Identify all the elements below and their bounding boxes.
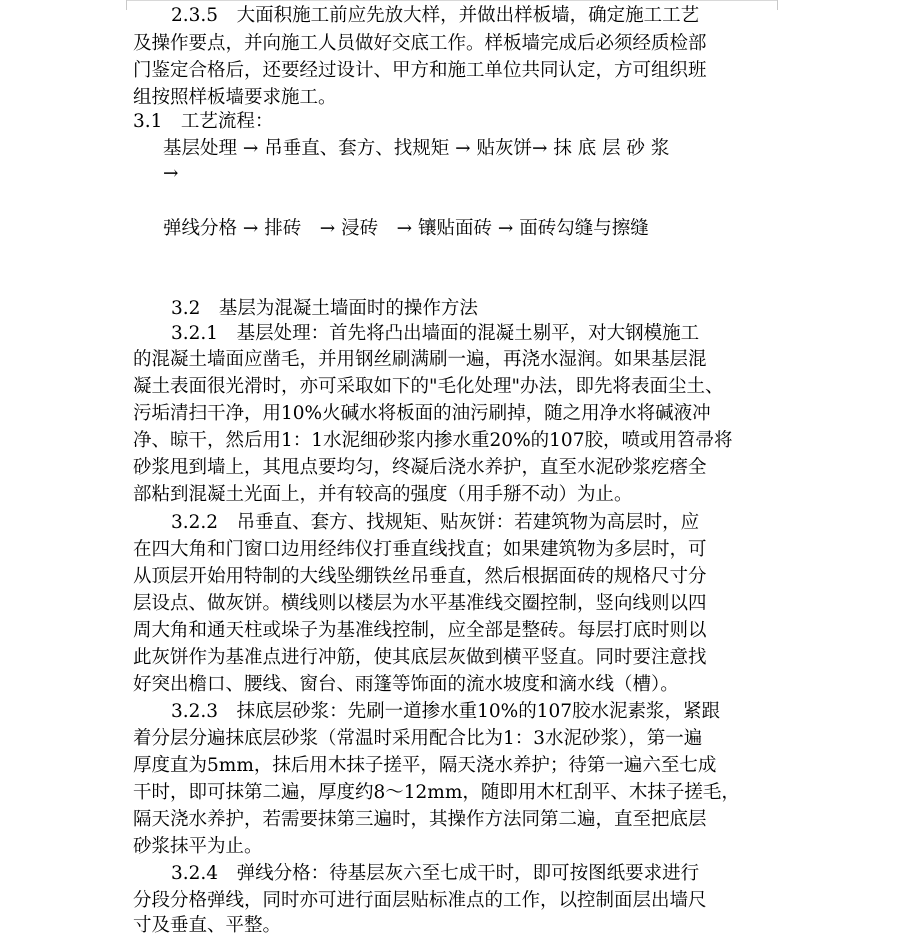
para-323-line-2: 着分层分遍抹底层砂浆（常温时采用配合比为1：3水泥砂浆），第一遍 — [133, 728, 703, 749]
heading-32: 3.2 基层为混凝土墙面时的操作方法 — [171, 298, 478, 319]
para-322-line-3: 从顶层开始用特制的大线坠绷铁丝吊垂直，然后根据面砖的规格尺寸分 — [133, 566, 707, 587]
page-top-border — [126, 0, 778, 1]
para-235-line-2: 及操作要点，并向施工人员做好交底工作。样板墙完成后必须经质检部 — [133, 33, 707, 54]
para-322-line-1: 3.2.2 吊垂直、套方、找规矩、贴灰饼：若建筑物为高层时，应 — [171, 512, 700, 533]
para-322-line-5: 周大角和通天柱或垛子为基准线控制，应全部是整砖。每层打底时则以 — [133, 620, 707, 641]
para-324-line-2: 分段分格弹线，同时亦可进行面层贴标准点的工作，以控制面层出墙尺 — [133, 890, 707, 911]
process-flow-line-2: 弹线分格 → 排砖 → 浸砖 → 镶贴面砖 → 面砖勾缝与擦缝 — [163, 218, 649, 239]
para-324-line-1: 3.2.4 弹线分格：待基层灰六至七成干时，即可按图纸要求进行 — [171, 863, 700, 884]
para-323-line-6: 砂浆抹平为止。 — [133, 836, 263, 857]
para-321-line-6: 砂浆甩到墙上，其甩点要均匀，终凝后浇水养护，直至水泥砂浆疙瘩全 — [133, 457, 707, 478]
para-322-line-2: 在四大角和门窗口边用经纬仪打垂直线找直；如果建筑物为多层时，可 — [133, 539, 707, 560]
para-322-line-7: 好突出檐口、腰线、窗台、雨篷等饰面的流水坡度和滴水线（槽）。 — [133, 674, 679, 695]
para-324-line-3: 寸及垂直、平整。 — [133, 915, 282, 936]
para-322-line-6: 此灰饼作为基准点进行冲筋，使其底层灰做到横平竖直。同时要注意找 — [133, 647, 707, 668]
process-flow-line-1: 基层处理 → 吊垂直、套方、找规矩 → 贴灰饼→ 抹 底 层 砂 浆 — [163, 138, 670, 159]
para-321-line-7: 部粘到混凝土光面上，并有较高的强度（用手掰不动）为止。 — [133, 484, 633, 505]
page-left-corner-mark — [126, 0, 127, 10]
para-323-line-5: 隔天浇水养护，若需要抹第三遍时，其操作方法同第二遍，直至把底层 — [133, 809, 707, 830]
para-321-line-2: 的混凝土墙面应凿毛，并用钢丝刷满刷一遍，再浇水湿润。如果基层混 — [133, 349, 707, 370]
process-flow-line-1-wrap: → — [163, 163, 179, 184]
para-323-line-1: 3.2.3 抹底层砂浆：先刷一道掺水重10%的107胶水泥素浆，紧跟 — [171, 701, 721, 722]
para-321-line-4: 污垢清扫干净，用10%火碱水将板面的油污刷掉，随之用净水将碱液冲 — [133, 403, 711, 424]
para-323-line-3: 厚度直为5mm，抹后用木抹子搓平，隔天浇水养护；待第一遍六至七成 — [133, 755, 717, 776]
heading-31: 3.1 工艺流程： — [133, 111, 274, 132]
para-235-line-4: 组按照样板墙要求施工。 — [133, 87, 337, 108]
para-323-line-4: 干时，即可抹第二遍，厚度约8～12mm，随即用木杠刮平、木抹子搓毛， — [133, 782, 740, 803]
para-321-line-5: 净、晾干，然后用1：1水泥细砂浆内掺水重20%的107胶，喷或用笤帚将 — [133, 430, 733, 451]
para-235-line-1: 2.3.5 大面积施工前应先放大样，并做出样板墙，确定施工工艺 — [171, 5, 700, 26]
para-321-line-1: 3.2.1 基层处理：首先将凸出墙面的混凝土剔平，对大钢模施工 — [171, 323, 700, 344]
page-right-corner-mark — [777, 0, 778, 10]
para-235-line-3: 门鉴定合格后，还要经过设计、甲方和施工单位共同认定，方可组织班 — [133, 60, 707, 81]
para-322-line-4: 层设点、做灰饼。横线则以楼层为水平基准线交圈控制，竖向线则以四 — [133, 593, 707, 614]
para-321-line-3: 凝土表面很光滑时，亦可采取如下的"毛化处理"办法，即先将表面尘土、 — [133, 376, 724, 397]
